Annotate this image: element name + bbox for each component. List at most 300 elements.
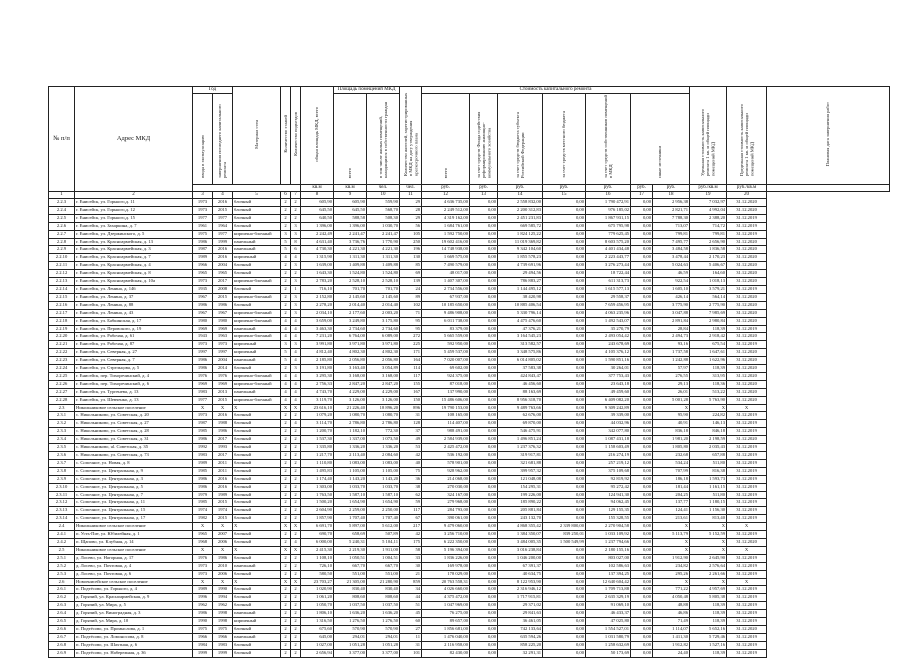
area-total-cell: 2 847,20: [334, 380, 367, 388]
total-area-cell: 1 335,80: [301, 444, 334, 452]
wall-material-cell: блочный: [233, 467, 281, 475]
cost-local-cell: 0,00: [543, 278, 586, 286]
address-cell: г. Енисейск, ул. Красноармейская, д. 3: [75, 246, 193, 254]
year-repair-cell: 1977: [213, 230, 233, 238]
unit-cost-cell: 232,68: [653, 452, 690, 460]
row-number: 2.2.24: [49, 365, 75, 373]
residents-cell: 95: [400, 317, 422, 325]
table-row: [49, 341, 890, 349]
year-repair-cell: 2017: [213, 452, 233, 460]
column-number: 4: [213, 192, 233, 199]
unit-cost-cell: 707,99: [653, 467, 690, 475]
header-deadline: Плановая дата завершения работ: [767, 87, 890, 185]
year-repair-cell: 2006: [213, 570, 233, 578]
cost-other-cell: 0,00: [631, 602, 653, 610]
limit-cost-cell: 2 656,90: [690, 238, 727, 246]
deadline-cell: 31.12.2019: [727, 341, 767, 349]
wall-material-cell: панельный: [233, 238, 281, 246]
cost-other-cell: 0,00: [631, 459, 653, 467]
column-number: 12: [422, 192, 470, 199]
cost-local-cell: 0,00: [543, 309, 586, 317]
cost-total-cell: 988 491,00: [422, 428, 470, 436]
cost-fund-cell: 0,00: [470, 349, 498, 357]
residents-cell: 896: [400, 404, 422, 412]
wall-material-cell: блочный: [233, 206, 281, 214]
cost-owners-cell: 155 328,55: [586, 515, 631, 523]
cost-other-cell: 0,00: [631, 372, 653, 380]
cost-local-cell: 0,00: [543, 388, 586, 396]
floors-cell: 2: [281, 625, 291, 633]
residents-cell: 27: [400, 625, 422, 633]
floors-cell: 4: [281, 372, 291, 380]
year-repair-cell: 2004: [213, 262, 233, 270]
cost-other-cell: 0,00: [631, 317, 653, 325]
row-number: 2.3.5: [49, 444, 75, 452]
cost-owners-cell: 1 709 713,88: [586, 586, 631, 594]
area-total-cell: 4 229,00: [334, 388, 367, 396]
cost-total-cell: 1 684 761,00: [422, 222, 470, 230]
cost-local-cell: 0,00: [543, 467, 586, 475]
unit-cost-cell: 7 495,77: [653, 238, 690, 246]
area-total-cell: 2 259,00: [334, 507, 367, 515]
cost-fund-cell: 0,00: [470, 317, 498, 325]
year-repair-cell: 1969: [213, 325, 233, 333]
cost-local-cell: 0,00: [543, 262, 586, 270]
residents-cell: 29: [400, 199, 422, 207]
column-number: 10: [367, 192, 400, 199]
table-row: [49, 531, 890, 539]
limit-cost-cell: 1 647,61: [690, 349, 727, 357]
cost-other-cell: 0,00: [631, 285, 653, 293]
cost-total-cell: 1 836 226,00: [422, 554, 470, 562]
cost-fund-cell: 0,00: [470, 222, 498, 230]
deadline-cell: 31.12.2020: [727, 262, 767, 270]
cost-owners-cell: 2 635 329,19: [586, 594, 631, 602]
area-total-cell: 2 219,30: [334, 546, 367, 554]
cost-local-cell: 0,00: [543, 270, 586, 278]
cost-owners-cell: 29 558,37: [586, 293, 631, 301]
limit-cost-cell: 816,38: [690, 467, 727, 475]
cost-regional-cell: 69 870,00: [498, 420, 543, 428]
cost-regional-cell: 121 048,08: [498, 475, 543, 483]
cost-fund-cell: 0,00: [470, 420, 498, 428]
floors-cell: 2: [281, 467, 291, 475]
cost-owners-cell: 7 659 456,95: [586, 301, 631, 309]
row-number: 2.2.21: [49, 341, 75, 349]
cost-total-cell: 6 011 738,00: [422, 317, 470, 325]
cost-local-cell: 0,00: [543, 602, 586, 610]
residents-cell: 117: [400, 372, 422, 380]
area-private-cell: 701,70: [367, 285, 400, 293]
floors-cell: 2: [281, 633, 291, 641]
year-repair-cell: 2011: [213, 467, 233, 475]
cost-other-cell: 0,00: [631, 499, 653, 507]
cost-other-cell: 0,00: [631, 475, 653, 483]
table-row: [49, 459, 890, 467]
row-number: 2.6.8: [49, 641, 75, 649]
cost-local-cell: 0,00: [543, 499, 586, 507]
limit-cost-cell: 2 576,64: [690, 562, 727, 570]
address-cell: д. Лосево, ул. Почтовая, д. 4: [75, 562, 193, 570]
cost-local-cell: 0,00: [543, 562, 586, 570]
area-private-cell: 5 104,11: [367, 538, 400, 546]
cost-total-cell: 2 249 512,00: [422, 206, 470, 214]
limit-cost-cell: 1 156,30: [690, 507, 727, 515]
header-address: Адрес МКД: [75, 87, 193, 192]
header-num: № п/п: [49, 87, 75, 192]
wall-material-cell: кирпично-блочный: [233, 278, 281, 286]
year-built-cell: 1989: [193, 586, 213, 594]
unit-cost-cell: 771,22: [653, 586, 690, 594]
cost-other-cell: 0,00: [631, 570, 653, 578]
cost-regional-cell: 62 676,00: [498, 412, 543, 420]
cost-total-cell: 4 026 660,00: [422, 586, 470, 594]
year-built-cell: 1986: [193, 357, 213, 365]
floors-cell: 2: [281, 262, 291, 270]
cost-regional-cell: 88 163,69: [498, 388, 543, 396]
cost-fund-cell: 0,00: [470, 649, 498, 657]
entrances-cell: 2: [291, 436, 301, 444]
address-cell: п. Подтёсово, ул. Ломоносова, д. 8: [75, 633, 193, 641]
floors-cell: 5: [281, 238, 291, 246]
year-built-cell: 1974: [193, 507, 213, 515]
limit-cost-cell: 164,60: [690, 270, 727, 278]
area-total-cell: 3 736,76: [334, 238, 367, 246]
deadline-cell: 31.12.2019: [727, 570, 767, 578]
year-repair-cell: 1969: [213, 380, 233, 388]
row-number: 2.3.8: [49, 467, 75, 475]
year-repair-cell: 1965: [213, 270, 233, 278]
row-number: 2.2.25: [49, 372, 75, 380]
deadline-cell: 31.12.2020: [727, 396, 767, 404]
table-row: [49, 428, 890, 436]
row-number: 2.6.7: [49, 633, 75, 641]
limit-cost-cell: X: [690, 578, 727, 586]
year-built-cell: 1969: [193, 325, 213, 333]
address-cell: г. Енисейск, ул. Красноармейская, д. 13: [75, 238, 193, 246]
table-row: [49, 214, 890, 222]
floors-cell: X: [281, 546, 291, 554]
address-cell: с. Никольниково, ул. Советская, д. 20: [75, 412, 193, 420]
cost-other-cell: 0,00: [631, 610, 653, 618]
total-area-cell: 675,60: [301, 625, 334, 633]
unit-cost-cell: 204,25: [653, 491, 690, 499]
wall-material-cell: кирпично-блочный: [233, 380, 281, 388]
floors-cell: 4: [281, 317, 291, 325]
limit-cost-cell: 2 035,43: [690, 444, 727, 452]
cost-regional-cell: 2 451 231,83: [498, 214, 543, 222]
cost-other-cell: 0,00: [631, 428, 653, 436]
address-cell: Никольниковое сельское поселение: [75, 523, 193, 531]
residents-cell: 30: [400, 562, 422, 570]
deadline-cell: 31.12.2019: [727, 428, 767, 436]
floors-cell: 2: [281, 412, 291, 420]
wall-material-cell: X: [233, 578, 281, 586]
address-cell: г. Енисейск, ул. Рабочая, д. 87: [75, 341, 193, 349]
wall-material-cell: панельный: [233, 610, 281, 618]
cost-local-cell: 0,00: [543, 206, 586, 214]
limit-cost-cell: 1 622,96: [690, 357, 727, 365]
area-total-cell: 1 337,00: [334, 436, 367, 444]
cost-local-cell: 0,00: [543, 380, 586, 388]
limit-cost-cell: 224,82: [690, 412, 727, 420]
area-total-cell: 2 528,10: [334, 278, 367, 286]
cost-local-cell: 0,00: [543, 618, 586, 626]
cost-regional-cell: 2 316 946,12: [498, 586, 543, 594]
cost-regional-cell: 199 226,00: [498, 491, 543, 499]
address-cell: г. Енисейск, ул. Северная, д. 7: [75, 357, 193, 365]
table-row: [49, 554, 890, 562]
row-number: 2.2.3: [49, 199, 75, 207]
floors-cell: 2: [281, 452, 291, 460]
deadline-cell: 31.12.2020: [727, 317, 767, 325]
entrances-cell: 2: [291, 444, 301, 452]
cost-total-cell: 48 017,00: [422, 270, 470, 278]
cost-fund-cell: 0,00: [470, 633, 498, 641]
floors-cell: 2: [281, 610, 291, 618]
area-total-cell: 294,01: [334, 633, 367, 641]
column-number: 15: [543, 192, 586, 199]
year-built-cell: 1973: [193, 278, 213, 286]
entrances-cell: 2: [291, 610, 301, 618]
cost-other-cell: 0,00: [631, 388, 653, 396]
year-built-cell: 1979: [193, 491, 213, 499]
cost-fund-cell: 0,00: [470, 594, 498, 602]
total-area-cell: 1 108,10: [301, 554, 334, 562]
cost-total-cell: 592 950,00: [422, 341, 470, 349]
year-built-cell: 1975: [193, 230, 213, 238]
limit-cost-cell: 2 980,84: [690, 317, 727, 325]
cost-regional-cell: 424 843,47: [498, 372, 543, 380]
cost-owners-cell: 4 401 434,48: [586, 246, 631, 254]
cost-local-cell: 0,00: [543, 633, 586, 641]
residents-cell: 24: [400, 285, 422, 293]
cost-regional-cell: 29 494,56: [498, 270, 543, 278]
wall-material-cell: блочный: [233, 483, 281, 491]
area-private-cell: 1 073,50: [367, 436, 400, 444]
cost-local-cell: 0,00: [543, 578, 586, 586]
row-number: 2.4: [49, 523, 75, 531]
total-area-cell: 2 783,20: [301, 278, 334, 286]
limit-cost-cell: 3 579,21: [690, 285, 727, 293]
address-cell: с. Сопочное, ул. Центральная, д. 9: [75, 467, 193, 475]
area-private-cell: 2 084,60: [367, 452, 400, 460]
year-repair-cell: 1986: [213, 428, 233, 436]
residents-cell: 150: [400, 396, 422, 404]
cost-other-cell: 0,00: [631, 483, 653, 491]
year-built-cell: 1965: [193, 270, 213, 278]
limit-cost-cell: 313,95: [690, 372, 727, 380]
total-area-cell: 1 763,50: [301, 491, 334, 499]
cost-other-cell: 0,00: [631, 293, 653, 301]
floors-cell: 2: [281, 499, 291, 507]
row-number: 2.3.2: [49, 420, 75, 428]
unit-cell: кв.м: [301, 185, 334, 192]
unit-cost-cell: 7 788,30: [653, 214, 690, 222]
cost-fund-cell: 0,00: [470, 388, 498, 396]
header-residents: Количество жителей, зарегистрированных в МКД на дату утверждения краткосрочного плана: [400, 87, 422, 185]
address-cell: Никольниковое сельское поселение: [75, 404, 193, 412]
total-area-cell: 2 242,49: [301, 230, 334, 238]
cost-regional-cell: 786 883,27: [498, 278, 543, 286]
cost-total-cell: 214 068,00: [422, 475, 470, 483]
address-cell: г. Енисейск, ул. Бабкинская, д. 17: [75, 317, 193, 325]
cost-fund-cell: 0,00: [470, 230, 498, 238]
wall-material-cell: кирпично-блочный: [233, 309, 281, 317]
limit-cost-cell: 5 152,59: [690, 531, 727, 539]
cost-fund-cell: 0,00: [470, 262, 498, 270]
cost-regional-cell: 8 956 318,70: [498, 396, 543, 404]
cost-total-cell: 83 379,00: [422, 325, 470, 333]
year-built-cell: 1973: [193, 562, 213, 570]
cost-owners-cell: 35 270,79: [586, 325, 631, 333]
floors-cell: 4: [281, 388, 291, 396]
cost-fund-cell: 0,00: [470, 199, 498, 207]
cost-fund-cell: 0,00: [470, 333, 498, 341]
limit-cost-cell: 5 805,38: [690, 594, 727, 602]
cost-local-cell: 2 339 800,00: [543, 523, 586, 531]
area-private-cell: 2 003,20: [367, 309, 400, 317]
area-total-cell: 1 037,50: [334, 602, 367, 610]
address-cell: г. Енисейск, ул. Красноармейская, д. 7: [75, 254, 193, 262]
cost-owners-cell: 1 158 603,49: [586, 444, 631, 452]
area-private-cell: 1 080,70: [367, 412, 400, 420]
year-repair-cell: 1989: [213, 491, 233, 499]
cost-owners-cell: 49 459,60: [586, 388, 631, 396]
area-private-cell: 1 311,30: [367, 254, 400, 262]
entrances-cell: 2: [291, 649, 301, 657]
table-row: [49, 206, 890, 214]
header-area-private: в том числе жилых помещений, находящихся в собственности граждан: [367, 94, 400, 185]
unit-cell: руб.: [631, 185, 653, 192]
area-total-cell: 1 409,88: [334, 262, 367, 270]
area-total-cell: 2 734,60: [334, 325, 367, 333]
cost-owners-cell: 4 063 235,96: [586, 309, 631, 317]
year-built-cell: 1962: [193, 602, 213, 610]
deadline-cell: 31.12.2020: [727, 357, 767, 365]
total-area-cell: 3 191,80: [301, 365, 334, 373]
table-row: [49, 285, 890, 293]
cost-owners-cell: 2 493 054,42: [586, 333, 631, 341]
year-built-cell: 1983: [193, 388, 213, 396]
area-private-cell: 1 409,88: [367, 262, 400, 270]
cost-owners-cell: 18 722,44: [586, 270, 631, 278]
residents-cell: 59: [400, 499, 422, 507]
total-area-cell: 640,50: [301, 214, 334, 222]
header-group-row: [49, 87, 890, 94]
cost-fund-cell: 0,00: [470, 483, 498, 491]
total-area-cell: 2 656,94: [301, 649, 334, 657]
cost-other-cell: 0,00: [631, 625, 653, 633]
year-repair-cell: 2015: [213, 396, 233, 404]
area-total-cell: 658,69: [334, 531, 367, 539]
year-repair-cell: 1963: [213, 333, 233, 341]
cost-regional-cell: 858 225,20: [498, 641, 543, 649]
floors-cell: X: [281, 578, 291, 586]
area-total-cell: 2 177,60: [334, 309, 367, 317]
floors-cell: 2: [281, 365, 291, 373]
table-row: [49, 372, 890, 380]
area-total-cell: 3 126,00: [334, 396, 367, 404]
entrances-cell: 2: [291, 641, 301, 649]
cost-total-cell: 279 968,00: [422, 499, 470, 507]
cost-owners-cell: 91 069,10: [586, 602, 631, 610]
cost-owners-cell: 375 109,68: [586, 467, 631, 475]
unit-cost-cell: 3 478,44: [653, 254, 690, 262]
header-total-area: общая площадь МКД, всего: [301, 87, 334, 185]
cost-regional-cell: 635 594,26: [498, 633, 543, 641]
column-number: 7: [291, 192, 301, 199]
cost-regional-cell: 8 122 953,90: [498, 578, 543, 586]
year-built-cell: 1982: [193, 515, 213, 523]
address-cell: г. Енисейск, ул. Ленина, д. 43: [75, 309, 193, 317]
residents-cell: 250: [400, 238, 422, 246]
year-built-cell: 1980: [193, 317, 213, 325]
area-total-cell: 701,70: [334, 285, 367, 293]
deadline-cell: 31.12.2019: [727, 499, 767, 507]
year-repair-cell: 2016: [213, 475, 233, 483]
year-built-cell: 1967: [193, 309, 213, 317]
cost-owners-cell: 1 033 109,92: [586, 531, 631, 539]
entrances-cell: 3: [291, 262, 301, 270]
address-cell: с. Никольниково, ул. Советская, д. 27: [75, 420, 193, 428]
row-number: 2.6: [49, 578, 75, 586]
total-area-cell: 1 050,70: [301, 602, 334, 610]
deadline-cell: 31.12.2019: [727, 507, 767, 515]
area-private-cell: 1 083,00: [367, 459, 400, 467]
total-area-cell: 2 152,80: [301, 293, 334, 301]
residents-cell: 45: [400, 610, 422, 618]
floors-cell: 2: [281, 538, 291, 546]
unit-cost-cell: 799,81: [653, 230, 690, 238]
cost-total-cell: 4 375 472,00: [422, 594, 470, 602]
cost-local-cell: 0,00: [543, 459, 586, 467]
total-area-cell: 1 316,50: [301, 618, 334, 626]
residents-cell: 60: [400, 618, 422, 626]
residents-cell: 175: [400, 538, 422, 546]
address-cell: г. Енисейск, ул. Шевченко, д. 13: [75, 396, 193, 404]
floors-cell: 2: [281, 278, 291, 286]
deadline-cell: 31.12.2020: [727, 199, 767, 207]
header-cost-fund: за счет средств Фонда содействия реформированию жилищно-коммунального хозяйства: [470, 94, 498, 185]
cost-fund-cell: 0,00: [470, 578, 498, 586]
table-row: [49, 309, 890, 317]
total-area-cell: 2 185,80: [301, 357, 334, 365]
area-total-cell: 1 105,00: [334, 467, 367, 475]
year-built-cell: 1987: [193, 420, 213, 428]
row-number: 2.3.14: [49, 515, 75, 523]
year-built-cell: 1968: [193, 538, 213, 546]
wall-material-cell: кирпичный: [233, 341, 281, 349]
deadline-cell: 31.12.2019: [727, 491, 767, 499]
year-built-cell: 1977: [193, 214, 213, 222]
residents-cell: 31: [400, 412, 422, 420]
floors-cell: 2: [281, 214, 291, 222]
residents-cell: 28: [400, 206, 422, 214]
cost-owners-cell: 216 274,19: [586, 452, 631, 460]
area-private-cell: 1 276,50: [367, 618, 400, 626]
cost-total-cell: 2 584 939,00: [422, 436, 470, 444]
address-cell: г. Енисейск, ул. Стрельцова, д. 5: [75, 365, 193, 373]
row-number: 2.2.4: [49, 206, 75, 214]
cost-fund-cell: 0,00: [470, 610, 498, 618]
area-private-cell: 772,30: [367, 428, 400, 436]
entrances-cell: 2: [291, 562, 301, 570]
year-repair-cell: 1967: [213, 309, 233, 317]
cost-other-cell: 0,00: [631, 412, 653, 420]
row-number: 2.3.6: [49, 452, 75, 460]
cost-other-cell: 0,00: [631, 309, 653, 317]
